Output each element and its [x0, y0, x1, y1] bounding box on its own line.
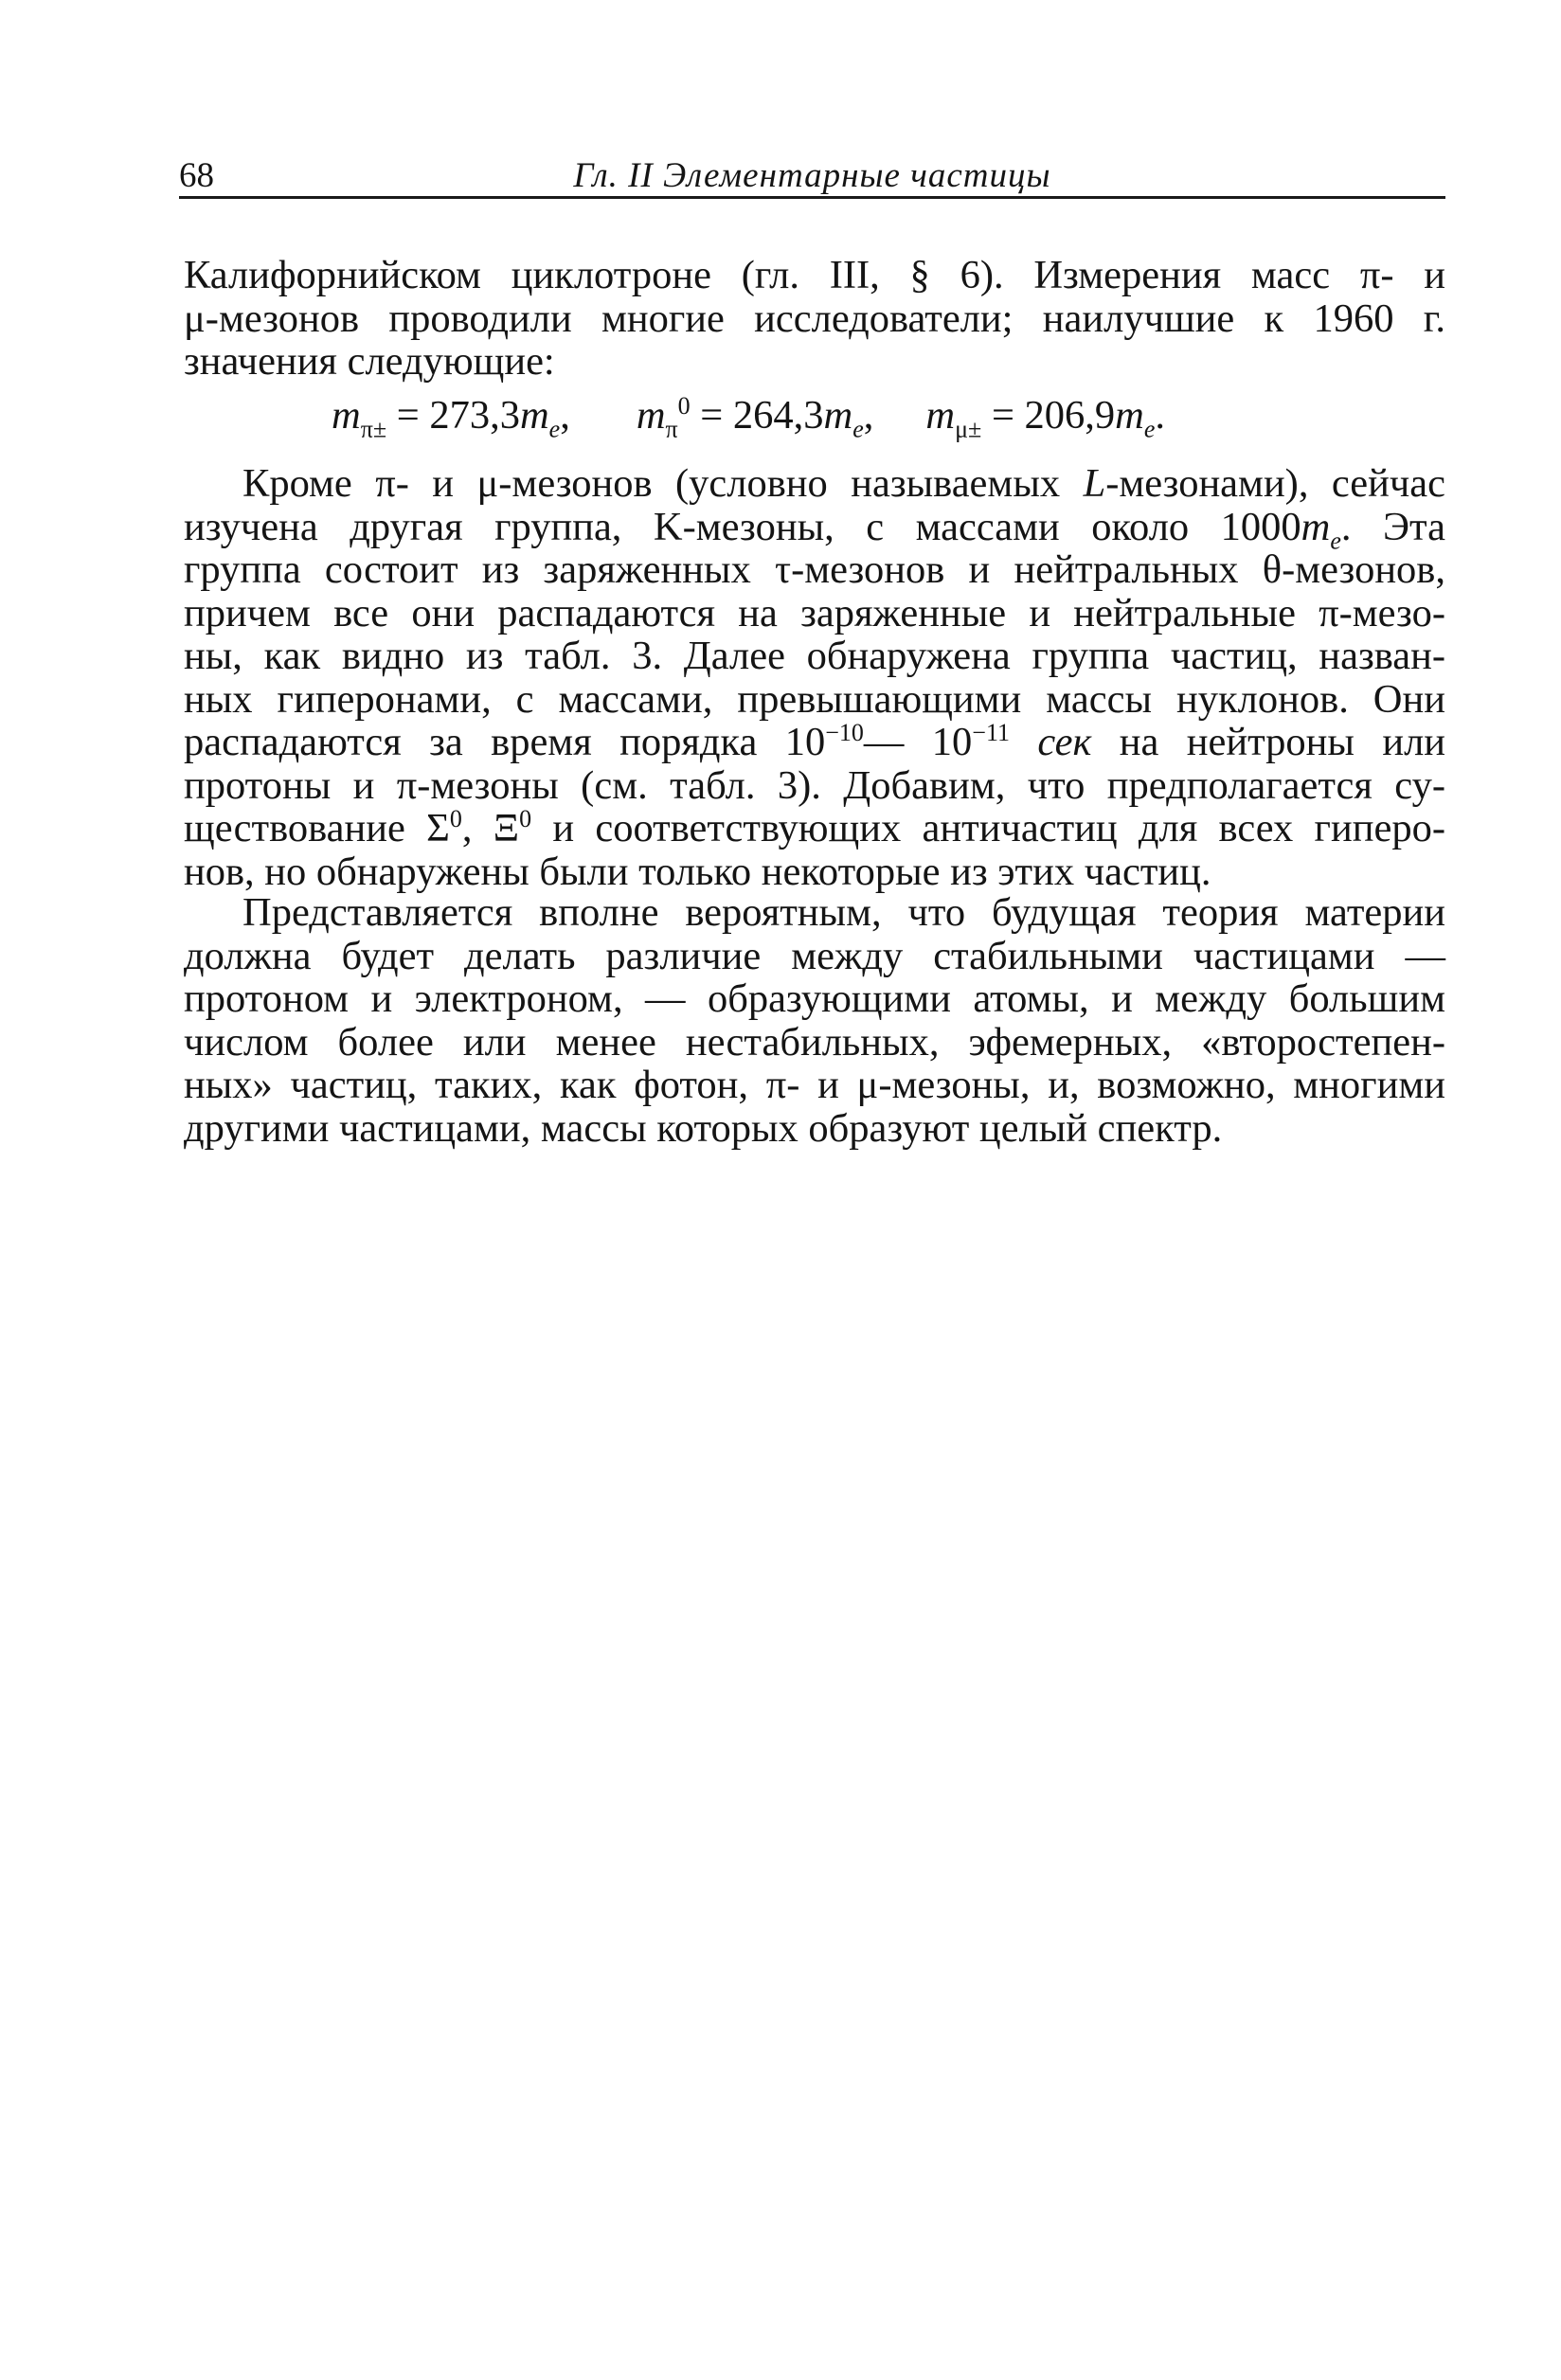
- text-line: должна будет делать различие между стабильными частицами —: [184, 933, 1445, 978]
- paragraph-2: [184, 462, 1445, 893]
- text-line: Калифорнийском циклотроне (гл. III, § 6). Измерения масс π- и: [184, 253, 1445, 297]
- text-line: протоном и электроном, — образующими атомы, и между большим: [184, 976, 1445, 1021]
- text-line: ны, как видно из табл. 3. Далее обнаружена группа частиц, назван-: [184, 634, 1445, 678]
- paragraph-3: [184, 891, 1445, 1150]
- text-line: причем все они распадаются на заряженные и нейтральные π-мезо-: [184, 590, 1445, 635]
- formula-term-pi-neutral: $m_\pi^0 = 264,3m_e$,: [636, 391, 874, 443]
- text-line: нов, но обнаружены были только некоторые из этих частиц.: [184, 849, 1211, 894]
- text-line: распадаются за время порядка $10^{-10}—$ $10^{-11}$ сек на нейтроны или: [184, 718, 1446, 764]
- page-header: [179, 156, 1445, 199]
- text-line: группа состоит из заряженных τ-мезонов и нейтральных θ-мезонов,: [184, 547, 1445, 592]
- text-line: ных» частиц, таких, как фотон, π- и μ-мезоны, и, возможно, многими: [184, 1063, 1445, 1107]
- page-number: 68: [179, 156, 214, 195]
- text-line: Представляется вполне вероятным, что будущая теория материи: [242, 890, 1445, 935]
- running-title: Гл. II Элементарные частицы: [573, 156, 1051, 195]
- formula-term-pi-charged: $m_{\pi\pm} = 273,3m_e$,: [332, 393, 570, 443]
- text-line: числом более или менее нестабильных, эфемерных, «второстепен-: [184, 1019, 1445, 1065]
- text-line: значения следующие:: [184, 339, 555, 384]
- text-line: μ-мезонов проводили многие исследователи; наилучшие к 1960 г.: [184, 295, 1445, 341]
- mass-formula: [332, 391, 1298, 443]
- text-line: изучена другая группа, K-мезоны, с массами около $1000m_e$. Эта: [184, 504, 1446, 554]
- paragraph-1: [184, 254, 1445, 384]
- text-line: ществование $\Sigma^0$, $\Xi^0$ и соответствующих античастиц для всех гиперо-: [184, 804, 1445, 850]
- text-line: другими частицами, массы которых образуют целый спектр.: [184, 1105, 1223, 1151]
- formula-term-mu: $m_{\mu\pm} = 206,9m_e$.: [925, 393, 1166, 443]
- text-line: протоны и π-мезоны (см. табл. 3). Добавим, что предполагается су-: [184, 762, 1445, 808]
- text-line: Кроме π- и μ-мезонов (условно называемых L-мезонами), сейчас: [242, 461, 1445, 506]
- text-line: ных гиперонами, с массами, превышающими массы нуклонов. Они: [184, 676, 1445, 722]
